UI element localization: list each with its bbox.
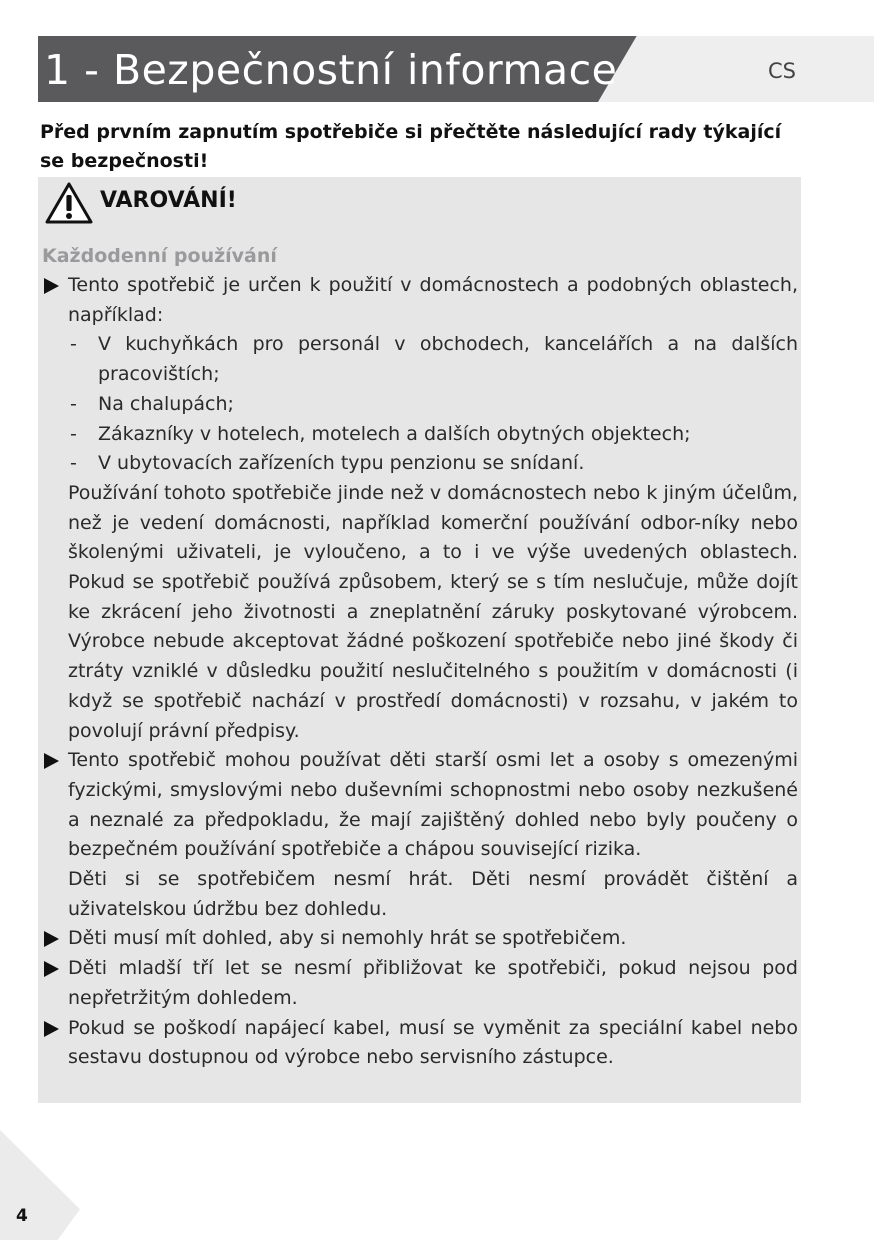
language-code: CS — [768, 59, 796, 83]
sub-list-item: - Zákazníky v hotelech, motelech a dalších obytných objektech; — [68, 420, 798, 450]
item-text: Pokud se poškodí napájecí kabel, musí se vyměnit za speciální kabel nebo sestavu dostupnou od výrobce nebo servisního zástupce. — [68, 1016, 798, 1069]
triangle-bullet-icon — [44, 753, 59, 769]
list-item — [38, 924, 798, 954]
item-text: Děti musí mít dohled, aby si nemohly hrát se spotřebičem. — [68, 927, 627, 950]
sub-item-text: V kuchyňkách pro personál v obchodech, kancelářích a na dalších pracovištích; — [98, 333, 798, 386]
triangle-bullet-icon — [44, 961, 59, 977]
warning-label: VAROVÁNÍ! — [100, 188, 237, 213]
item-text: Děti mladší tří let se nesmí přibližovat ke spotřebiči, pokud nejsou pod nepřetržitým dohledem. — [68, 957, 798, 1009]
list-item — [38, 954, 798, 1013]
item-text: Tento spotřebič mohou používat děti starší osmi let a osoby s omezenými fyzickými, smyslovými nebo duševními schopnostmi nebo osoby nezkušené a neznalé za předpokladu, že mají zajištěný dohled nebo byly poučeny o bezpečném používání spotřebiče a chápou související rizika. — [68, 749, 798, 861]
list-item — [38, 271, 798, 746]
intro-text: Před prvním zapnutím spotřebiče si přečtěte následující rady týkající se bezpečnosti! — [40, 121, 782, 172]
warning-list — [38, 271, 798, 1073]
item-text: Tento spotřebič je určen k použití v domácnostech a podobných oblastech, například: — [68, 274, 798, 326]
page-number: 4 — [16, 1206, 28, 1226]
page-corner-decoration — [0, 1130, 80, 1240]
item-note: Používání tohoto spotřebiče jinde než v domácnostech nebo k jiným účelům, než je vedení domácnosti, například komerční používání odbor-níky nebo školenými uživateli, je vyloučeno, a to i ve výše uvedených oblastech. Pokud se spotřebič používá způsobem, který se s tím neslučuje, může dojít ke zkrácení jeho životnosti a zneplatnění záruky poskytované výrobcem. Výrobce nebude akceptovat žádné poškození spotřebiče nebo jiné škody či ztráty vzniklé v důsledku použití neslučitelného s použitím v domácnosti (i když se spotřebič nachází v prostředí domácnosti) v rozsahu, v jakém to povolují právní předpisy. — [68, 481, 798, 742]
item-note: Děti si se spotřebičem nesmí hrát. Děti nesmí provádět čištění a uživatelskou údržbu bez dohledu. — [68, 868, 798, 920]
warning-triangle-icon — [44, 181, 94, 225]
sub-list-item: - Na chalupách; — [68, 390, 798, 420]
sub-item-text: Na chalupách; — [98, 392, 234, 415]
page-title: 1 - Bezpečnostní informace — [44, 46, 618, 94]
warning-box — [38, 177, 801, 1103]
header-band-light — [598, 36, 874, 102]
triangle-bullet-icon — [44, 931, 59, 947]
sub-item-text: Zákazníky v hotelech, motelech a dalších obytných objektech; — [98, 422, 691, 445]
sub-list-item: - V ubytovacích zařízeních typu penzionu se snídaní. — [68, 449, 798, 479]
list-item — [38, 746, 798, 924]
sub-list — [68, 330, 798, 479]
triangle-bullet-icon — [44, 1021, 59, 1037]
section-title: Každodenní používání — [42, 245, 277, 267]
triangle-bullet-icon — [44, 278, 59, 294]
list-item — [38, 1014, 798, 1073]
sub-list-item: - V kuchyňkách pro personál v obchodech, kancelářích a na dalších pracovištích; — [68, 330, 798, 389]
sub-item-text: V ubytovacích zařízeních typu penzionu se snídaní. — [98, 452, 585, 475]
